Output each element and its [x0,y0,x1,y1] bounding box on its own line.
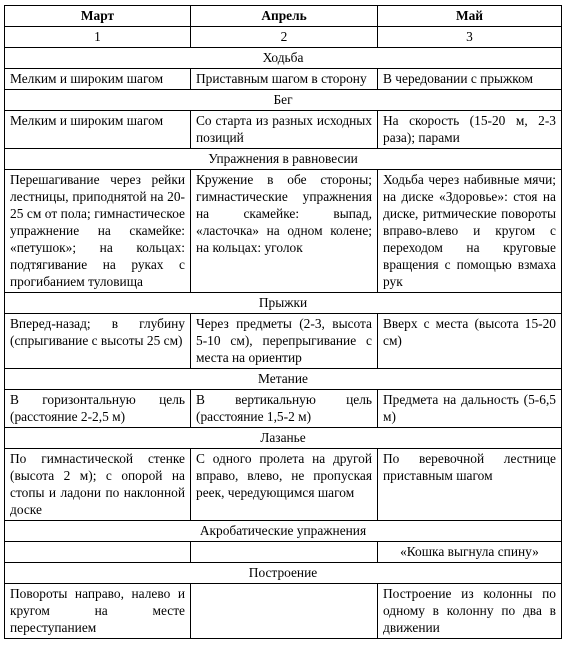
column-number: 2 [191,27,378,48]
table-cell: Вверх с места (высота 15-20 см) [378,314,562,369]
section-title-formation: Построение [5,563,562,584]
table-cell: Построение из колонны по одному в колонну по два в движении [378,584,562,639]
section-row [5,521,562,542]
table-cell: По гимнастической стенке (высота 2 м); с опорой на стопы и ладони по наклонной доске [5,449,191,521]
table-cell: Ходьба через набивные мячи; на диске «Здоровье»: стоя на диске, ритмические повороты вправо-влево и кругом с переходом на круговые вращения с помощью взмаха рук [378,170,562,293]
header-may: Май [378,6,562,27]
table-cell: «Кошка выгнула спину» [378,542,562,563]
section-title-climbing: Лазанье [5,428,562,449]
section-row [5,48,562,69]
table-cell: Со старта из разных исходных позиций [191,111,378,149]
header-row [5,6,562,27]
table-row [5,170,562,293]
table-row [5,542,562,563]
header-april: Апрель [191,6,378,27]
table-cell [191,584,378,639]
section-row [5,149,562,170]
table-cell: Мелким и широким шагом [5,69,191,90]
section-row [5,563,562,584]
number-row [5,27,562,48]
table-cell: Перешагивание через рейки лестницы, приподнятой на 20-25 см от пола; гимнастическое упражнение на скамейке: «петушок»; на кольцах: подтягивание на руках с прогибанием туловища [5,170,191,293]
table-cell: Через предметы (2-3, высота 5-10 см), перепрыгивание с места на ориентир [191,314,378,369]
table-cell: Мелким и широким шагом [5,111,191,149]
section-row [5,369,562,390]
table-row [5,69,562,90]
table-cell: По веревочной лестнице приставным шагом [378,449,562,521]
table-cell: Повороты направо, налево и кругом на месте переступанием [5,584,191,639]
section-title-running: Бег [5,90,562,111]
section-title-acrobatics: Акробатические упражнения [5,521,562,542]
column-number: 3 [378,27,562,48]
column-number: 1 [5,27,191,48]
table-row [5,314,562,369]
section-title-throwing: Метание [5,369,562,390]
table-cell: Приставным шагом в сторону [191,69,378,90]
section-title-walking: Ходьба [5,48,562,69]
table-cell: В вертикальную цель (расстояние 1,5-2 м) [191,390,378,428]
header-march: Март [5,6,191,27]
section-title-jumps: Прыжки [5,293,562,314]
exercise-plan-table [4,5,562,639]
table-cell [5,542,191,563]
section-row [5,293,562,314]
table-cell [191,542,378,563]
table-cell: В чередовании с прыжком [378,69,562,90]
table-cell: На скорость (15-20 м, 2-3 раза); парами [378,111,562,149]
table-row [5,111,562,149]
table-cell: В горизонтальную цель (расстояние 2-2,5 м) [5,390,191,428]
section-row [5,428,562,449]
table-row [5,584,562,639]
table-cell: Вперед-назад; в глубину (спрыгивание с высоты 25 см) [5,314,191,369]
table-cell: Кружение в обе стороны; гимнастические упражнения на скамейке: выпад, «ласточка» на одном колене; на кольцах: уголок [191,170,378,293]
table-row [5,449,562,521]
table-cell: Предмета на дальность (5-6,5 м) [378,390,562,428]
section-row [5,90,562,111]
section-title-balance: Упражнения в равновесии [5,149,562,170]
table-cell: С одного пролета на другой вправо, влево, не пропуская реек, чередующимся шагом [191,449,378,521]
table-row [5,390,562,428]
